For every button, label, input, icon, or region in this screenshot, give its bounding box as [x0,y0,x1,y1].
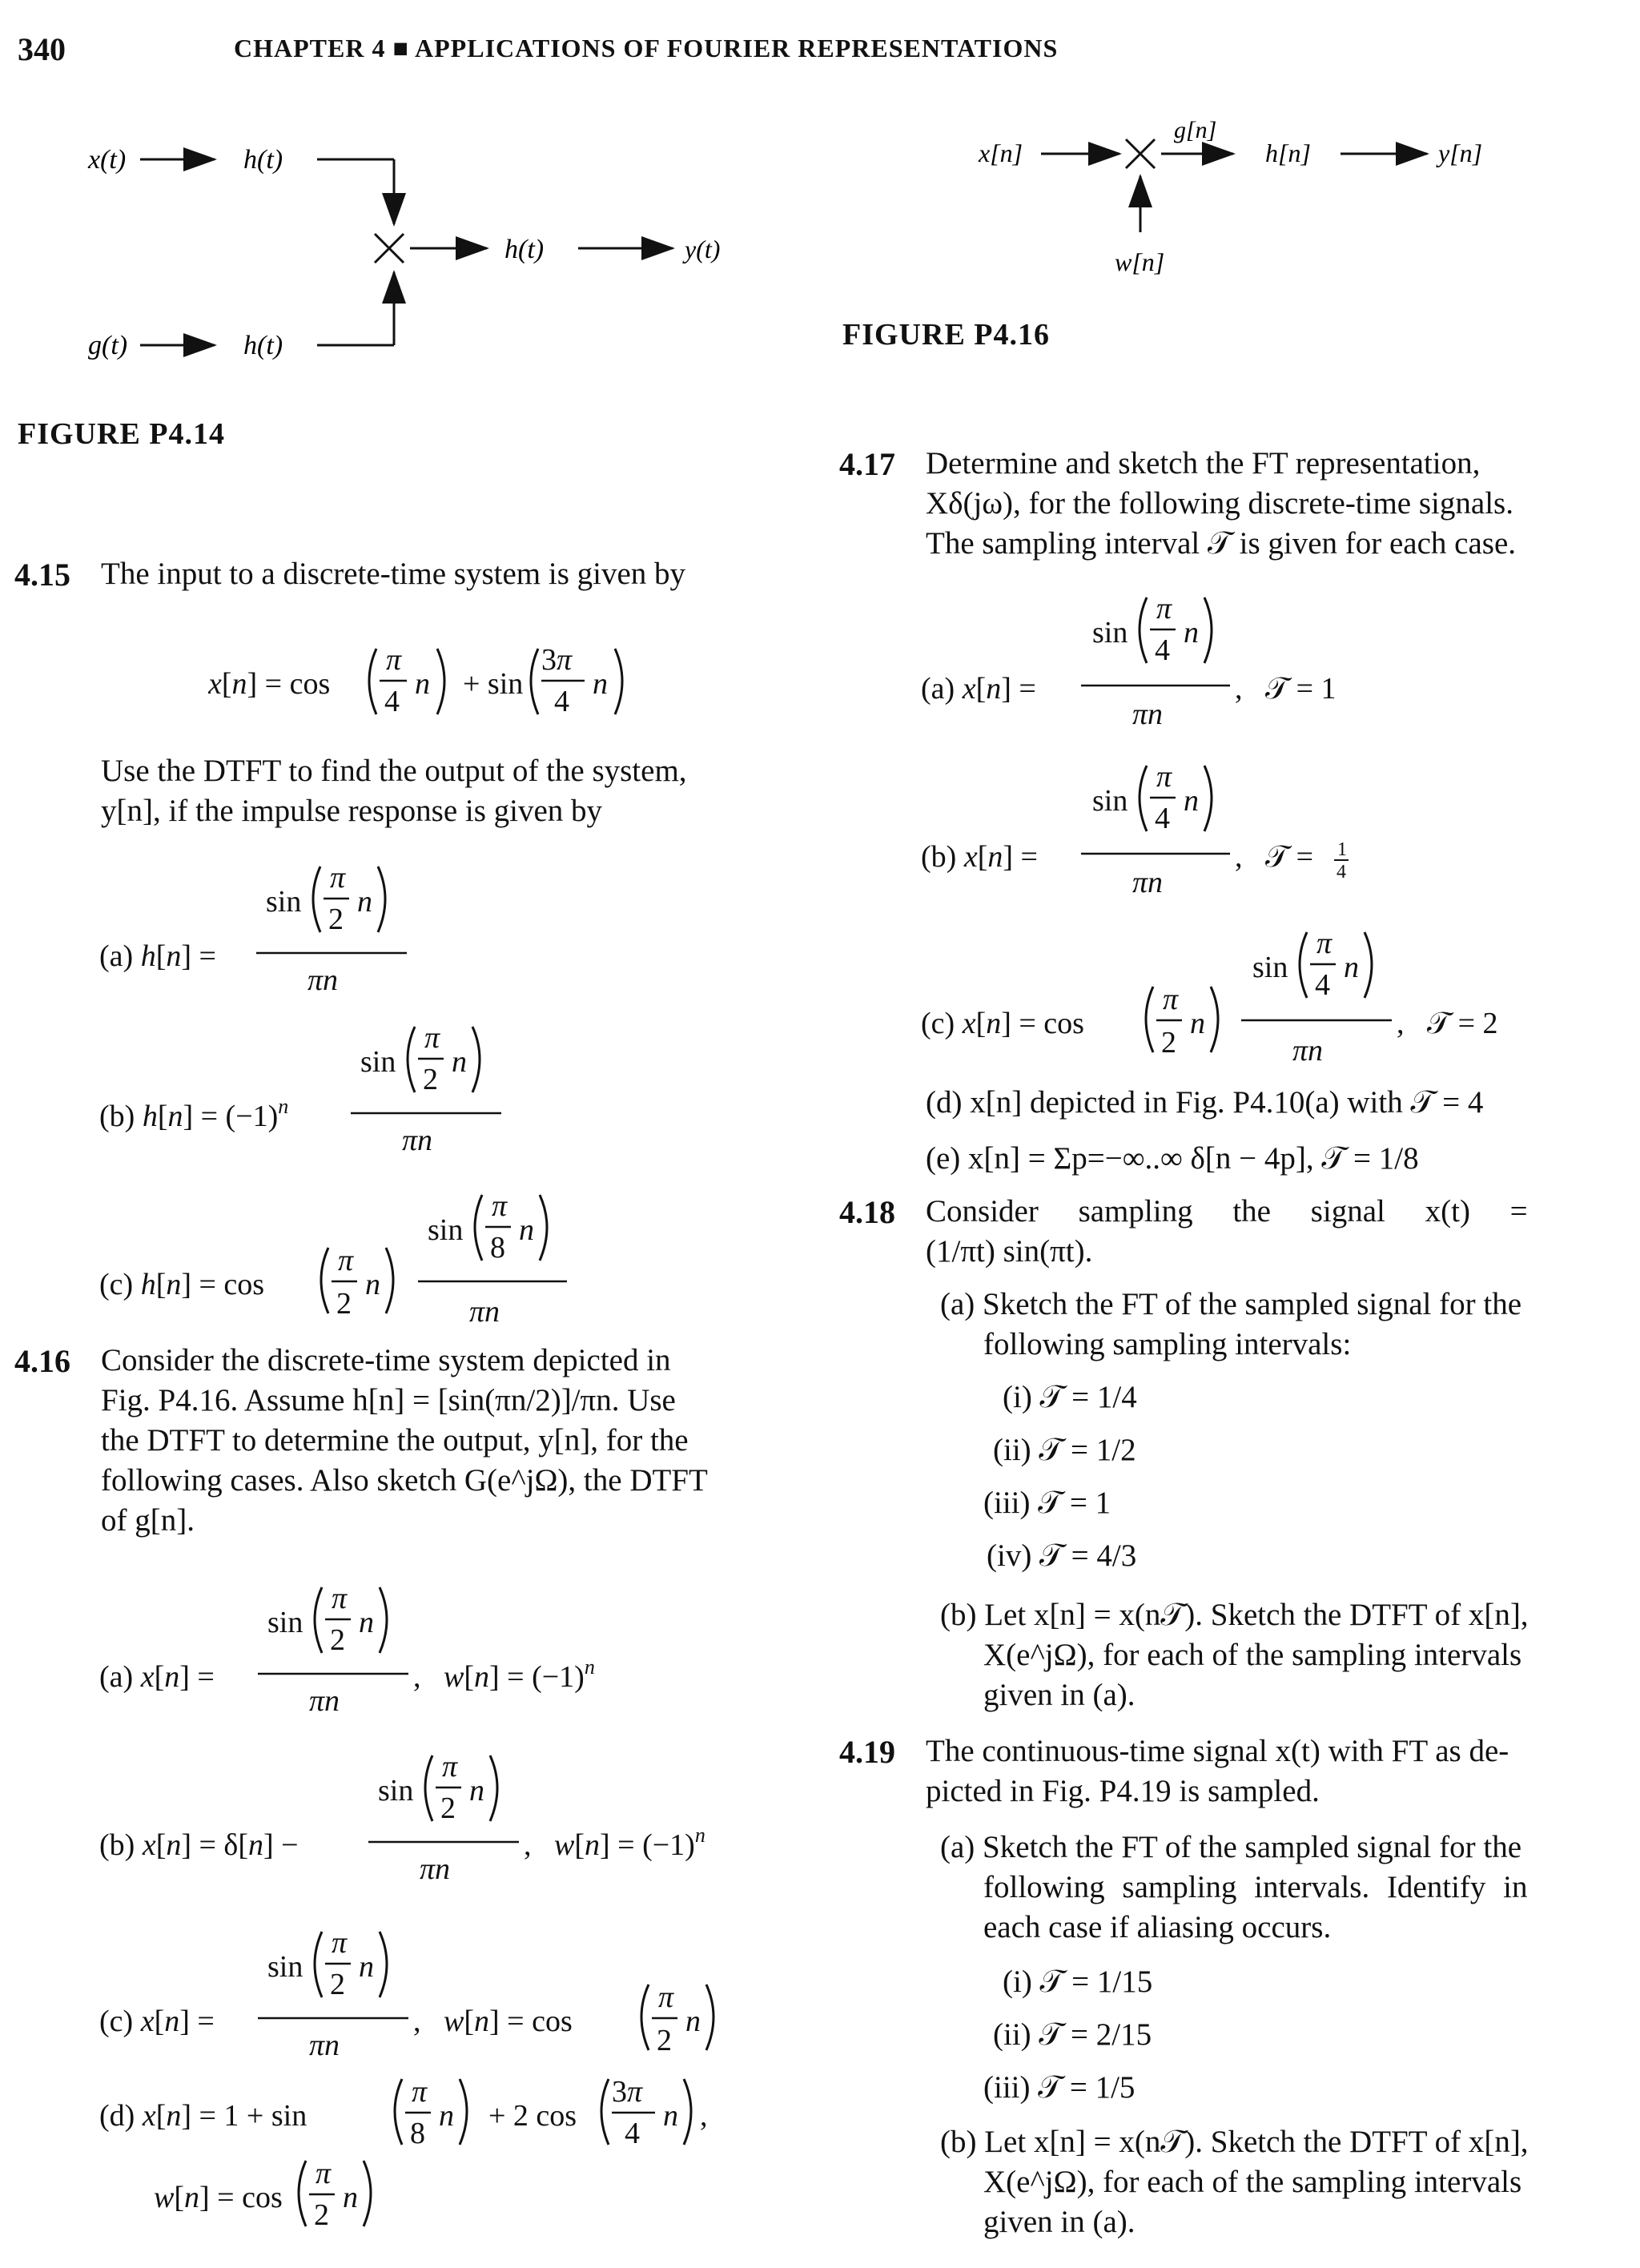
svg-text:2: 2 [336,1287,352,1321]
svg-text:4: 4 [1315,968,1330,1002]
svg-text:sin: sin [266,885,302,919]
svg-text:2: 2 [314,2198,329,2232]
svg-text:π: π [330,861,346,895]
svg-text:(b) x[n] =: (b) x[n] = [921,840,1038,874]
problem-subitem: X(e^jΩ), for each of the sampling intervals [983,2165,1522,2199]
svg-text:πn: πn [1292,1034,1324,1068]
svg-text:, 𝒯 =: , 𝒯 = [1235,840,1314,874]
svg-text:πn: πn [309,2029,340,2062]
figure-p4-14-caption: FIGURE P4.14 [18,417,225,451]
problem-subitem: (d) x[n] depicted in Fig. P4.10(a) with 𝒯 = 4 [926,1085,1484,1120]
fig16-g: g[n] [1174,117,1217,143]
svg-text:n: n [685,2005,701,2038]
svg-text:n: n [357,885,372,919]
figure-p4-16-diagram [969,112,1640,304]
svg-text:πn: πn [308,963,339,993]
fig16-w: w[n] [1115,247,1165,276]
fig16-output: y[n] [1438,139,1483,167]
svg-text:3π: 3π [612,2075,643,2109]
equation-4-17c [921,913,1610,1073]
running-head: CHAPTER 4 ■ APPLICATIONS OF FOURIER REPRESENTATIONS [234,34,1059,62]
svg-text:1: 1 [1337,839,1347,860]
svg-text:π: π [442,1750,458,1783]
svg-text:+ 2 cos: + 2 cos [488,2099,577,2133]
svg-text:2: 2 [1161,1026,1176,1060]
svg-text:sin: sin [428,1213,464,1247]
svg-text:2: 2 [657,2024,672,2057]
equation-4-16a [96,1562,785,1714]
svg-text:n: n [439,2099,454,2133]
svg-text:2: 2 [423,1063,438,1096]
multiplier-icon [375,234,404,263]
svg-text:, w[n] = (−1)n: , $w[n] = (-1)^n$ [524,1824,705,1862]
interval-item: (i) 𝒯 = 1/4 [1003,1380,1137,1414]
problem-number: 4.16 [14,1343,70,1379]
problem-subitem: each case if aliasing occurs. [983,1910,1332,1944]
problem-subitem: given in (a). [983,1678,1136,1712]
svg-text:π: π [316,2157,332,2190]
svg-text:sin: sin [267,1606,303,1639]
svg-text:π: π [658,1980,674,2014]
fig16-h: h[n] [1265,139,1311,167]
svg-text:(c) h[n] = cos: (c) h[n] = cos [99,1268,265,1301]
equation-4-15 [208,617,785,745]
problem-subitem: (e) x[n] = Σp=−∞..∞ δ[n − 4p], 𝒯 = 1/8 [926,1141,1419,1176]
svg-text:n: n [1344,951,1359,984]
svg-text:3π: 3π [541,643,573,677]
problem-text: Determine and sketch the FT representation, [926,446,1481,481]
svg-text:n: n [1184,616,1199,649]
equation-4-17a [921,578,1497,730]
svg-text:, 𝒯 = 2: , 𝒯 = 2 [1397,1007,1498,1040]
fig14-h-out: h(t) [504,235,545,264]
svg-text:n: n [1184,784,1199,818]
problem-text: Consider the discrete-time system depicted in [101,1343,671,1377]
problem-text: Consider sampling the signal x(t) = [926,1194,1528,1228]
problem-subitem: (a) Sketch the FT of the sampled signal for the [940,1287,1522,1321]
svg-text:n: n [469,1774,484,1808]
svg-text:2: 2 [330,1623,345,1657]
svg-text:+ sin: + sin [463,667,524,701]
svg-text:(d) x[n] = 1 + sin: (d) x[n] = 1 + sin [99,2099,308,2133]
svg-text:n: n [519,1213,534,1247]
problem-subitem: following sampling intervals: [983,1327,1352,1361]
problem-number: 4.17 [839,446,895,482]
problem-text: picted in Fig. P4.19 is sampled. [926,1774,1320,1808]
interval-item: (iii) 𝒯 = 1 [983,1486,1111,1520]
fig14-h-top: h(t) [243,145,283,175]
svg-text:n: n [663,2099,678,2133]
interval-item: (iv) 𝒯 = 4/3 [987,1538,1137,1573]
problem-text: Use the DTFT to find the output of the system, [101,754,687,788]
problem-text: the DTFT to determine the output, y[n], for the [101,1423,689,1458]
svg-text:x[n] = cos: x[n] = cos [208,667,331,701]
problem-subitem: (b) Let x[n] = x(n𝒯). Sketch the DTFT of x[n], [940,2125,1529,2159]
problem-subitem: (a) Sketch the FT of the sampled signal for the [940,1830,1522,1864]
svg-text:πn: πn [469,1295,500,1329]
interval-item: (ii) 𝒯 = 1/2 [993,1433,1136,1467]
problem-text: y[n], if the impulse response is given by [101,794,603,828]
fig14-input-bottom: g(t) [88,331,128,360]
svg-text:n: n [365,1268,380,1301]
problem-text: (1/πt) sin(πt). [926,1234,1093,1269]
svg-text:π: π [492,1189,508,1223]
multiplier-icon [1126,139,1155,168]
problem-text: following cases. Also sketch G(e^jΩ), the DTFT [101,1463,708,1498]
svg-text:π: π [332,1582,348,1615]
svg-text:n: n [452,1045,467,1079]
svg-text:πn: πn [1132,698,1164,730]
svg-text:2: 2 [328,903,344,936]
equation-4-16d [96,2068,817,2268]
problem-number: 4.15 [14,557,70,593]
problem-subitem: X(e^jΩ), for each of the sampling intervals [983,1638,1522,1672]
svg-text:4: 4 [1337,862,1346,883]
svg-text:π: π [338,1244,354,1277]
equation-4-15a [96,841,545,993]
problem-text: The continuous-time signal x(t) with FT as de- [926,1734,1509,1768]
svg-text:4: 4 [625,2117,640,2150]
svg-text:sin: sin [378,1774,414,1808]
problem-text: Fig. P4.16. Assume h[n] = [sin(πn/2)]/πn. Use [101,1383,676,1418]
svg-text:(c) x[n] = cos: (c) x[n] = cos [921,1007,1084,1040]
svg-text:, w[n] = cos: , w[n] = cos [413,2005,573,2038]
problem-subitem: following sampling intervals. Identify in [983,1870,1528,1904]
problem-number: 4.19 [839,1734,895,1770]
svg-text:(b) x[n] = δ[n] −: (b) x[n] = δ[n] − [99,1828,299,1862]
svg-text:π: π [424,1021,440,1055]
svg-text:,: , [700,2099,708,2133]
svg-text:4: 4 [554,685,569,718]
svg-text:, w[n] = (−1)n: , $w[n] = (-1)^n$ [413,1655,595,1694]
fig14-h-bottom: h(t) [243,331,283,360]
svg-text:sin: sin [1252,951,1288,984]
fig16-input: x[n] [979,139,1023,167]
svg-text:π: π [386,643,402,677]
svg-text:sin: sin [267,1950,303,1984]
svg-text:n: n [359,1950,374,1984]
svg-text:8: 8 [490,1231,505,1265]
svg-text:sin: sin [1092,616,1128,649]
svg-text:πn: πn [402,1124,433,1153]
svg-text:4: 4 [1155,802,1170,835]
svg-text:π: π [412,2075,428,2109]
svg-text:, 𝒯 = 1: , 𝒯 = 1 [1235,672,1337,706]
problem-subitem: given in (a). [983,2205,1136,2239]
equation-4-15c [96,1169,673,1329]
svg-text:n: n [1190,1007,1205,1040]
svg-text:(c) x[n] =: (c) x[n] = [99,2005,215,2038]
svg-text:n: n [343,2181,358,2214]
problem-text: The input to a discrete-time system is given by [101,557,686,591]
svg-text:sin: sin [360,1045,396,1079]
svg-text:π: π [1156,760,1172,794]
svg-text:4: 4 [384,685,400,718]
figure-p4-14-diagram [80,128,849,416]
page-number: 340 [18,31,66,67]
equation-4-16c [96,1906,785,2066]
equation-4-15b [96,1001,657,1153]
problem-number: 4.18 [839,1194,895,1230]
svg-text:(a) h[n] =: (a) h[n] = [99,939,216,973]
svg-text:2: 2 [330,1968,345,2001]
equation-4-16b [96,1730,785,1882]
svg-text:π: π [1163,983,1179,1016]
fig14-input-top: x(t) [88,145,127,175]
svg-text:πn: πn [420,1852,451,1882]
svg-text:π: π [1316,927,1332,960]
interval-item: (iii) 𝒯 = 1/5 [983,2070,1136,2105]
svg-text:π: π [1156,592,1172,625]
svg-text:π: π [332,1926,348,1960]
svg-text:n: n [415,667,430,701]
svg-text:n: n [593,667,608,701]
problem-text: Xδ(jω), for the following discrete-time signals. [926,486,1513,521]
fig14-output: y(t) [685,235,721,263]
svg-text:8: 8 [410,2117,425,2150]
svg-text:n: n [359,1606,374,1639]
svg-text:(b) h[n] = (−1)n: (b) $h[n] = (-1)^n$ [99,1095,289,1133]
problem-text: of g[n]. [101,1503,195,1538]
interval-item: (ii) 𝒯 = 2/15 [993,2017,1152,2052]
problem-text: The sampling interval 𝒯 is given for each case. [926,526,1517,561]
interval-item: (i) 𝒯 = 1/15 [1003,1964,1153,1999]
svg-text:(a) x[n] =: (a) x[n] = [99,1660,215,1694]
equation-4-17b [921,746,1497,899]
svg-text:(a) x[n] =: (a) x[n] = [921,672,1036,706]
figure-p4-16-caption: FIGURE P4.16 [842,318,1050,352]
svg-text:2: 2 [440,1791,456,1825]
svg-text:πn: πn [1132,866,1164,899]
svg-text:πn: πn [309,1684,340,1714]
problem-subitem: (b) Let x[n] = x(n𝒯). Sketch the DTFT of x[n], [940,1598,1529,1632]
svg-text:w[n] = cos: w[n] = cos [154,2181,283,2214]
svg-text:4: 4 [1155,633,1170,667]
svg-text:sin: sin [1092,784,1128,818]
